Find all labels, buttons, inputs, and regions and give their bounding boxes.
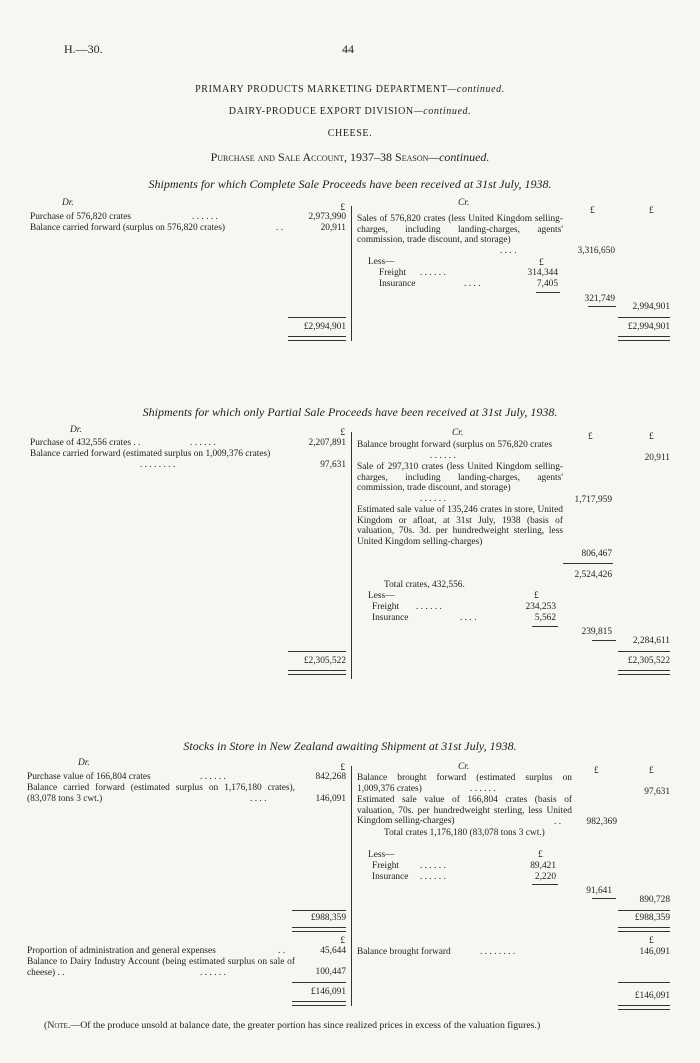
section3-cr-estimated: Estimated sale value of 166,804 crates (basis of valuation, 70s. per hundredweight sterling, less United Kingdom selling-charges) [357, 795, 572, 827]
section2-cr-balance: Balance brought forward (surplus on 576,820 crates [357, 440, 552, 450]
section3-total-crates: Total crates 1,176,180 (83,078 tons 3 cwt.) [384, 828, 545, 838]
section3-freight: Freight [372, 861, 400, 871]
section1-freight: Freight [379, 268, 407, 278]
section2-dr-row: Purchase of 432,556 crates . . [30, 438, 141, 448]
section3-less-pound: £ [538, 850, 543, 860]
rule [536, 292, 560, 293]
section2-cr-total: £2,305,522 [627, 656, 670, 666]
section1-cr-total: £2,994,901 [627, 322, 670, 332]
section3b-cr-row: Balance brought forward [357, 947, 451, 957]
rule [292, 982, 346, 983]
section3b-dr-total: £146,091 [310, 987, 346, 997]
leader-dots: . . . . [250, 794, 267, 804]
section3b-dr-amount: 45,644 [320, 946, 346, 956]
division-title: DAIRY-PRODUCE EXPORT DIVISION—continued. [228, 106, 472, 117]
leader-dots: . . . . . . [416, 602, 442, 612]
leader-dots: . . [278, 946, 286, 956]
section3-net: 890,728 [639, 895, 670, 905]
section2-less-pound: £ [534, 591, 539, 601]
rule [288, 651, 346, 652]
section2-insurance: Insurance [372, 613, 409, 623]
section3-dr-pound: £ [340, 763, 345, 773]
section2-insurance-amount: 5,562 [534, 613, 556, 623]
section3-less-total: 91,641 [586, 886, 612, 896]
leader-dots: . . . . . . [192, 212, 218, 222]
section3-less: Less— [368, 850, 395, 860]
section1-cr-pound2: £ [649, 206, 654, 216]
section1-less-pound: £ [539, 258, 544, 268]
section3-cr-total: £988,359 [634, 913, 670, 923]
section1-less: Less— [368, 257, 395, 267]
double-rule [292, 1001, 346, 1006]
section2-dr-row: Balance carried forward (estimated surplus on 1,009,376 crates) [30, 449, 271, 459]
section3-insurance-amount: 2,220 [534, 872, 556, 882]
section3-dr-row: Balance carried forward (estimated surplus on 1,176,180 crates), (83,078 tons 3 cwt.) [27, 783, 295, 804]
section2-cr-estimated-amount: 806,467 [581, 549, 612, 559]
account-title: Purchase and Sale Account, 1937–38 Season—continued. [210, 150, 490, 164]
rule [618, 910, 670, 911]
leader-dots: . . . . . . [430, 451, 456, 461]
section1-dr-amount: 2,973,990 [308, 212, 346, 222]
section2-dr-amount: 97,631 [320, 460, 346, 470]
section3-cr-pound1: £ [594, 766, 599, 776]
rule [563, 563, 613, 564]
section2-cr-pound2: £ [649, 432, 654, 442]
section3-dr-label: Dr. [78, 758, 90, 768]
section1-dr-total: £2,994,901 [303, 322, 346, 332]
product-title: CHEESE. [327, 128, 373, 139]
page-number: 44 [342, 42, 354, 56]
leader-dots: . . . . . . [420, 494, 446, 504]
section2-net: 2,284,611 [632, 636, 670, 646]
section3-cr-balance: Balance brought forward (estimated surplus on 1,009,376 crates) [357, 773, 572, 794]
leader-dots: . . . . . . [420, 268, 446, 278]
section1-cr-label: Cr. [458, 198, 470, 208]
rule [618, 982, 670, 983]
double-rule [618, 670, 670, 675]
section2-subtotal: 2,524,426 [574, 570, 612, 580]
section1-cr-sales: Sales of 576,820 crates (less United Kingdom selling-charges, including landing-charges, agents' commission, trade discount, and storage) [357, 214, 563, 246]
section2-freight: Freight [372, 602, 400, 612]
section3-heading: Stocks in Store in New Zealand awaiting Shipment at 31st July, 1938. [183, 739, 517, 753]
leader-dots: . . . . [464, 279, 481, 289]
section1-insurance: Insurance [379, 279, 416, 289]
section2-cr-label: Cr. [452, 428, 464, 438]
leader-dots: . . . . . . [190, 438, 216, 448]
section2-cr-estimated: Estimated sale value of 135,246 crates in store, United Kingdom or afloat, at 31st July, 1938 (basis of valuation, 70s. 3d. per hundredweight sterling, less United Kingdom selling-charges) [357, 505, 563, 547]
section2-heading: Shipments for which only Partial Sale Proceeds have been received at 31st July, 1938. [142, 405, 558, 419]
section3-insurance: Insurance [372, 872, 409, 882]
section1-divider [351, 206, 352, 341]
section2-dr-amount: 2,207,891 [308, 438, 346, 448]
double-rule [288, 670, 346, 675]
leader-dots: . . . . . . [200, 968, 226, 978]
section3-cr-label: Cr. [458, 762, 470, 772]
leader-dots: . . . . . . [420, 872, 446, 882]
section1-cr-pound1: £ [590, 206, 595, 216]
section3-dr-amount: 146,091 [315, 794, 346, 804]
section3b-cr-amount: 146,091 [639, 947, 670, 957]
section2-cr-sale: Sale of 297,310 crates (less United Kingdom selling-charges, including landing-charges, agents' commission, trade discount, and storage) [357, 462, 563, 494]
section1-heading: Shipments for which Complete Sale Proceeds have been received at 31st July, 1938. [148, 177, 552, 191]
section1-dr-pound: £ [340, 203, 345, 213]
section1-dr-row: Balance carried forward (surplus on 576,820 crates) [30, 223, 225, 233]
double-rule [618, 927, 670, 932]
leader-dots: . . [276, 223, 284, 233]
section2-divider [351, 432, 352, 679]
section3-freight-amount: 89,421 [530, 861, 556, 871]
section3b-cr-pound: £ [649, 936, 654, 946]
section3b-dr-row: Proportion of administration and general expenses [27, 946, 216, 956]
section1-less-total: 321,749 [584, 294, 615, 304]
double-rule [618, 336, 670, 341]
page-reference: H.—30. [64, 42, 103, 56]
footnote: (Note.—Of the produce unsold at balance date, the greater portion has since realized prices in excess of the valuation figures.) [44, 1020, 541, 1031]
section2-less-total: 239,815 [581, 627, 612, 637]
leader-dots: . . . . [500, 246, 517, 256]
leader-dots: . . . . [460, 613, 477, 623]
section3-cr-balance-amount: 97,631 [644, 787, 670, 797]
section1-dr-label: Dr. [62, 198, 74, 208]
double-rule [618, 1005, 670, 1010]
double-rule [288, 336, 346, 341]
rule [292, 910, 346, 911]
section2-freight-amount: 234,253 [525, 602, 556, 612]
section3b-dr-amount: 100,447 [315, 967, 346, 977]
leader-dots: . . [554, 817, 562, 827]
section2-cr-pound1: £ [588, 432, 593, 442]
section1-dr-row: Purchase of 576,820 crates [30, 212, 132, 222]
section2-dr-pound: £ [340, 428, 345, 438]
section2-less: Less— [368, 591, 395, 601]
rule [618, 651, 670, 652]
leader-dots: . . . . . . [200, 772, 226, 782]
section1-insurance-amount: 7,405 [536, 279, 558, 289]
section1-net: 2,994,901 [632, 302, 670, 312]
section3-cr-estimated-amount: 982,369 [586, 817, 617, 827]
section3-dr-row: Purchase value of 166,804 crates [27, 772, 151, 782]
department-title: PRIMARY PRODUCTS MARKETING DEPARTMENT—continued. [195, 84, 505, 95]
rule [618, 317, 670, 318]
section3-dr-amount: 842,268 [315, 772, 346, 782]
double-rule [292, 927, 346, 932]
leader-dots: . . . . . . [470, 784, 496, 794]
section3-divider [351, 766, 352, 1006]
section1-cr-sales-amount: 3,316,650 [577, 246, 615, 256]
section3b-dr-row: Balance to Dairy Industry Account (being estimated surplus on sale of cheese) . . [27, 957, 295, 978]
section3-dr-total: £988,359 [310, 913, 346, 923]
section2-total-crates: Total crates, 432,556. [384, 580, 465, 590]
leader-dots: . . . . . . [420, 861, 446, 871]
leader-dots: . . . . . . . . [140, 460, 176, 470]
leader-dots: . . . . . . . . [480, 947, 516, 957]
rule [532, 884, 558, 885]
section3b-dr-pound: £ [340, 936, 345, 946]
section1-freight-amount: 314,344 [527, 268, 558, 278]
section2-dr-total: £2,305,522 [303, 656, 346, 666]
rule [288, 317, 346, 318]
section2-dr-label: Dr. [70, 425, 82, 435]
section3-cr-pound2: £ [649, 766, 654, 776]
section2-cr-balance-amount: 20,911 [644, 453, 670, 463]
section1-dr-amount: 20,911 [320, 223, 346, 233]
section3b-cr-total: £146,091 [634, 991, 670, 1001]
section2-cr-sale-amount: 1,717,959 [574, 495, 612, 505]
